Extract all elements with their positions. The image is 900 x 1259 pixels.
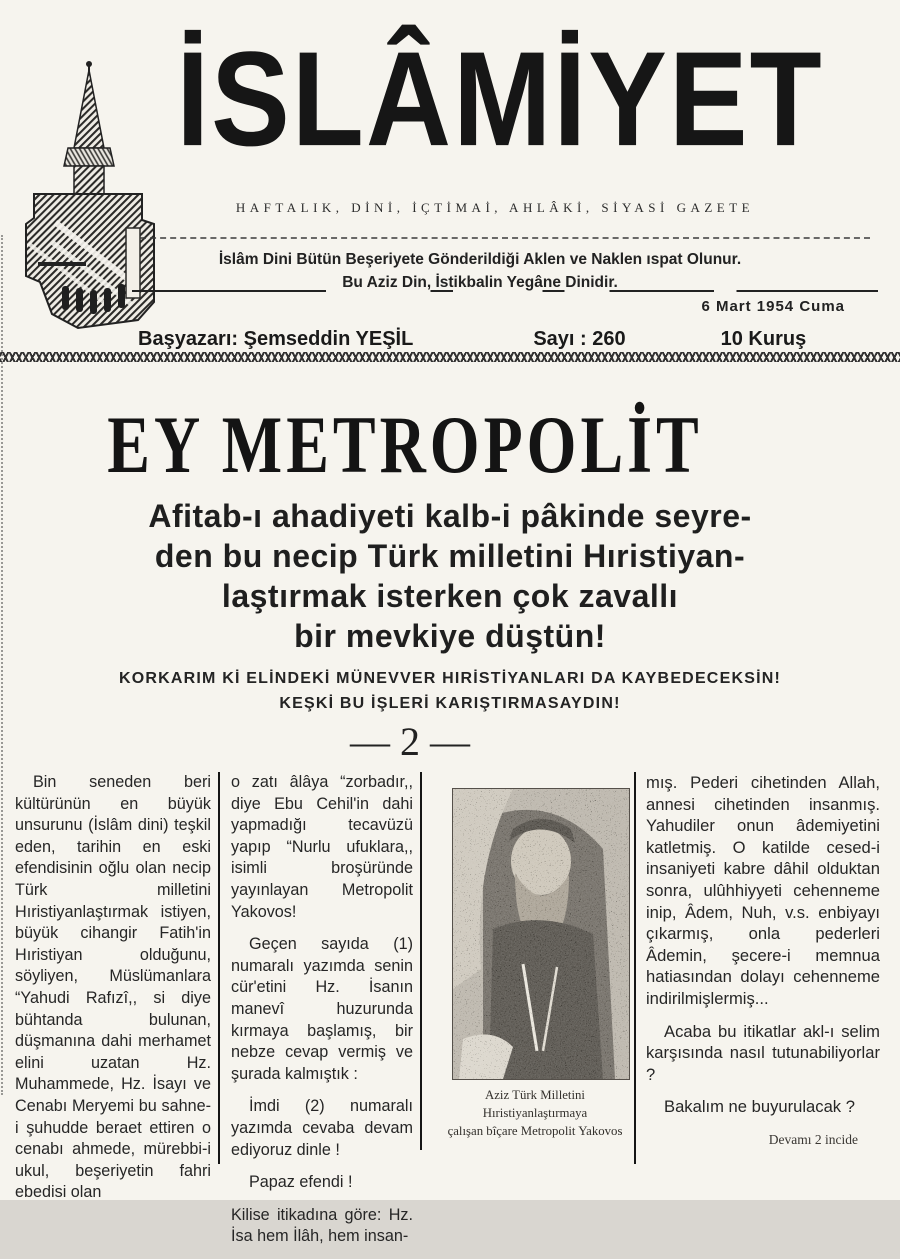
subdeck-line-1: KORKARIM Kİ ELİNDEKİ MÜNEVVER HIRİSTİYANLARI DA KAYBEDECEKSİN! bbox=[118, 670, 781, 687]
metropolit-photo bbox=[452, 788, 630, 1080]
paragraph: mış. Pederi cihetinden Allah, annesi cihetinden insanmış. Yahudiler onun âdemiyetini katletmiş. O katilde cesed-i insaniyeti kabre dâhil olduktan sonra, ulûhhiyyeti cehenneme inip, Âdem, Nuh, v.s. enbiyayı çıkarmış, onla pederleri Âdemin, şecere-i memnua hatiasından dolayı cehenneme indirilmişlermiş... bbox=[646, 773, 880, 1008]
newspaper-subtitle: HAFTALIK, DİNİ, İÇTİMAİ, AHLÂKİ, SİYASİ GAZETE bbox=[235, 200, 755, 215]
paragraph: Kilise itikadına göre: Hz. İsa hem İlâh, hem insan- bbox=[231, 1205, 413, 1246]
paragraph: Papaz efendi ! bbox=[249, 1173, 353, 1192]
headline-deck bbox=[10, 496, 890, 656]
article-column-3 bbox=[646, 772, 880, 1162]
header-broken-rule bbox=[132, 290, 878, 292]
deck-line-1: Afitab-ı ahadiyeti kalb-i pâkinde seyre- bbox=[148, 498, 752, 534]
paragraph: Acaba bu itikatlar akl-ı selim karşısında nasıl tutunabiliyorlar ? bbox=[646, 1021, 880, 1084]
zigzag-divider bbox=[0, 352, 900, 362]
main-headline: EY METROPOLİT bbox=[107, 399, 703, 491]
editor-label: Başyazarı: bbox=[138, 327, 239, 350]
column-rule-1 bbox=[218, 772, 220, 1164]
motto-line-1: İslâm Dini Bütün Beşeriyete Gönderildiği Aklen ve Naklen ıspat Olunur. bbox=[218, 251, 742, 268]
motto-line-2: Bu Aziz Din, İstikbalin Yegâne Dinidir. bbox=[342, 274, 618, 291]
deck-line-4: bir mevkiye düştün! bbox=[294, 618, 606, 654]
article-column-1 bbox=[15, 772, 211, 1215]
section-number: — 2 — bbox=[350, 719, 470, 764]
issue-number: Sayı : 260 bbox=[533, 327, 626, 350]
price: 10 Kuruş bbox=[720, 327, 807, 350]
motto-tick-rule bbox=[38, 262, 86, 266]
headline-subdeck bbox=[0, 666, 900, 716]
photo-caption bbox=[432, 1086, 638, 1140]
paragraph: o zatı âlâya “zorbadır,, diye Ebu Cehil'in dahi yapmadığı tecavüzü yapıp “Nurlu ufuklara,, isimli broşüründe yayınlayan Metropolit Yakovos! bbox=[231, 773, 413, 921]
caption-line-2: çalışan bîçare Metropolit Yakovos bbox=[447, 1124, 623, 1138]
header-dashed-rule bbox=[140, 237, 870, 239]
paragraph: Bin seneden beri kültürünün en büyük unsurunu (İslâm dini) teşkil eden, tarihin en eski efendisinin oğlu olan necip Türk milletini Hıristiyanlaştırmak istiyen, büyük cihangir Fatih'in Hıristiyan olduğunu, söyliyen, Müslümanlara “Yahudi Rafızî,, si diye bühtanda bulunan, düşmanına dahi merhamet elini uzatan Hz. Muhammede, Hz. İsayı ve Cenabı Meryemi bu sahne-i şuhudde beraet ettiren o cenabı ahmede, mürebbi-i ukul, beşeriyetin fahri ebedisi olan bbox=[15, 773, 211, 1202]
motto bbox=[180, 248, 780, 294]
deck-line-2: den bu necip Türk milletini Hıristiyan- bbox=[154, 538, 746, 574]
deck-line-3: laştırmak isterken çok zavallı bbox=[221, 578, 679, 614]
newspaper-title: İSLÂMİYET bbox=[176, 24, 824, 175]
column-rule-3 bbox=[634, 772, 636, 1164]
continuation-note: Devamı 2 incide bbox=[768, 1131, 858, 1147]
column-rule-2 bbox=[420, 772, 422, 1150]
editor-line bbox=[138, 328, 413, 351]
subdeck-line-2: KEŞKİ BU İŞLERİ KARIŞTIRMASAYDIN! bbox=[279, 695, 621, 712]
editor-name: Şemseddin YEŞİL bbox=[243, 327, 414, 350]
byline-row bbox=[138, 324, 850, 354]
caption-line-1: Aziz Türk Milletini Hıristiyanlaştırmaya bbox=[482, 1088, 588, 1120]
paragraph: Bakalım ne buyurulacak ? bbox=[664, 1097, 855, 1117]
paragraph: İmdi (2) numaralı yazımda cevaba devam ediyoruz dinle ! bbox=[231, 1097, 413, 1159]
article-column-2 bbox=[231, 772, 413, 1259]
paragraph: Geçen sayıda (1) numaralı yazımda senin cür'etini Hz. İsanın manevî huzurunda kırmaya başlamış, bir nebze cevap vermiş ve şurada kalmıştık : bbox=[231, 935, 413, 1083]
issue-date: 6 Mart 1954 Cuma bbox=[701, 298, 845, 315]
